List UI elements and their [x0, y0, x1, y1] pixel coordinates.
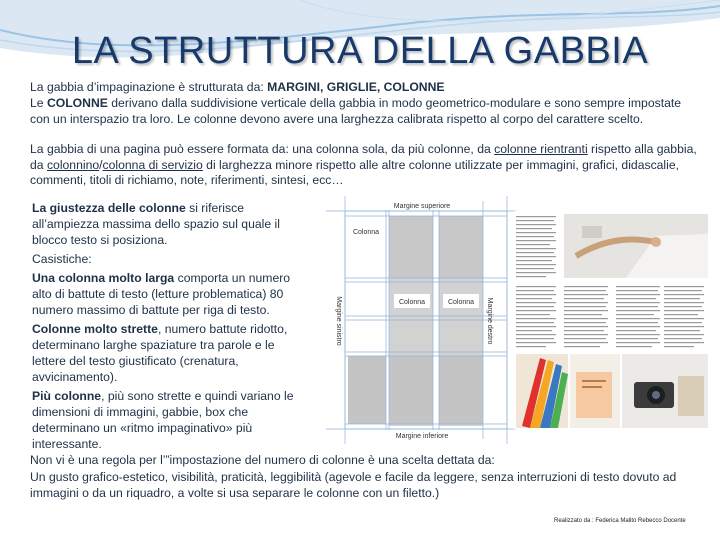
- margin-bottom-label: Margine inferiore: [395, 433, 449, 440]
- page-title: LA STRUTTURA DELLA GABBIA: [71, 30, 649, 72]
- piu-colonne-paragraph: Più colonne, più sono strette e quindi variano le dimensioni di immagini, gabbie, box che determinano un «ritmo impaginativo» più interessante.: [32, 389, 294, 451]
- casistiche-label: Casistiche:: [32, 252, 92, 266]
- footer-line-1: Non vi è una regola per l’”impostazione del numero di colonne è una scelta dettata da:: [30, 453, 495, 467]
- giustezza-paragraph: La giustezza delle colonne si riferisce all’ampiezza massima dello spazio sul quale il blocco testo si posiziona.: [32, 201, 280, 247]
- grid-layout-illustration: [326, 196, 712, 444]
- column-label-2: Colonna: [398, 299, 426, 306]
- margin-right-label: Margine destro: [486, 297, 493, 345]
- colonna-larga-paragraph: Una colonna molto larga comporta un numero alto di battute di testo (letture problematica) 80 numero massimo di battute per riga di testo.: [32, 271, 291, 317]
- intro-paragraph-types: La gabbia di una pagina può essere formata da: una colonna sola, da più colonne, da colonne rientranti rispetto alla gabbia, da colonnino/colonna di servizio di larghezza minore rispetto alle altre colonne utilizzate per immagini, grafici, didascalie, commenti, titoli di richiamo, note, riferimenti, sintesi, ecc…: [30, 142, 697, 187]
- left-text-block: [32, 200, 296, 455]
- intro-paragraph-colonne: Le COLONNE derivano dalla suddivisione verticale della gabbia in modo geometrico-modulare e sono sempre impostate con un interspazio tra loro. Le colonne devono avere una larghezza calibrata rispetto al corpo del carattere scelto.: [30, 96, 682, 126]
- footer-line-2: Un gusto grafico-estetico, visibilità, praticità, leggibilità (agevole e facile da leggere, senza interruzioni di testo dovuto ad immagini o da un riquadro, a volte si usa separare le colonne con un filetto.): [30, 470, 677, 500]
- column-label-3: Colonna: [447, 299, 475, 306]
- sample-page-illustration: [514, 211, 708, 429]
- margin-top-label: Margine superiore: [393, 203, 451, 210]
- intro-line-1: La gabbia d’impaginazione è strutturata da: MARGINI, GRIGLIE, COLONNE: [30, 80, 445, 94]
- credit-text: Realizzato da : Federica Malito Rebecco Docente: [554, 518, 686, 524]
- column-label-1: Colonna: [352, 229, 380, 236]
- colonne-strette-paragraph: Colonne molto strette, numero battute ridotto, determinano larghe spaziature tra parole e le lettere del testo giustificato (crenatura, avvicinamento).: [32, 322, 288, 384]
- margin-left-label: Margine sinistro: [335, 296, 342, 346]
